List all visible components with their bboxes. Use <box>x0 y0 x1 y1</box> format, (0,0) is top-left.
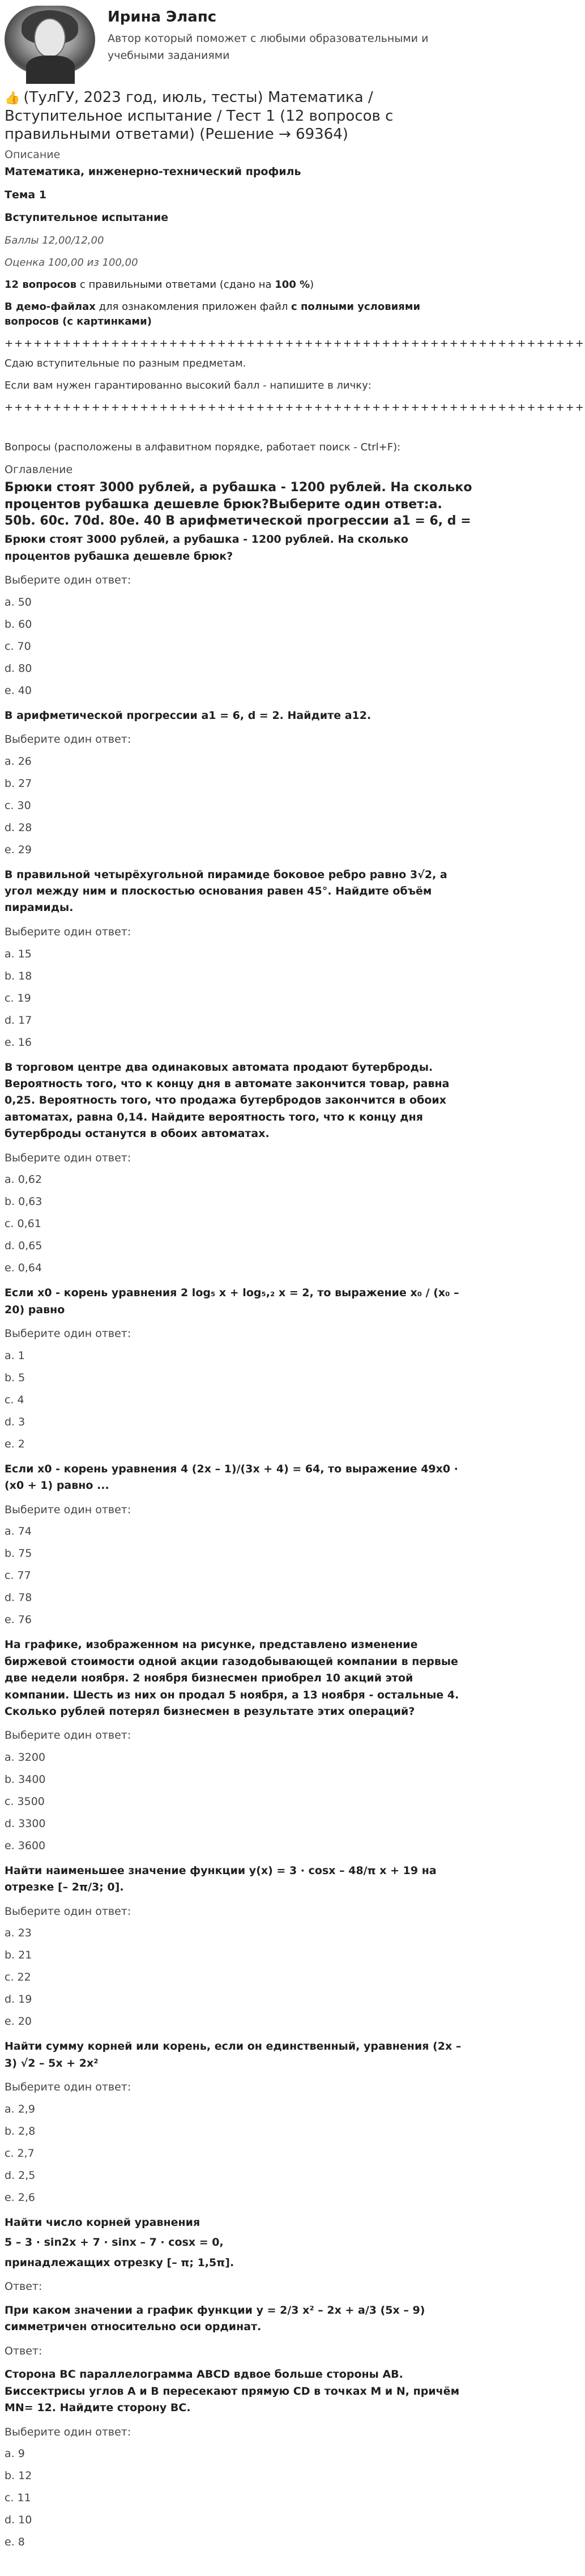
demo-full-conditions: с полными условиями вопросов (с картинками) <box>5 301 421 327</box>
answer-label: Ответ: <box>5 2344 42 2357</box>
answer-option[interactable]: c. 19 <box>5 991 31 1004</box>
answer-option[interactable]: b. 60 <box>5 618 32 631</box>
answer-prompt: Выберите один ответ: <box>5 1905 131 1918</box>
answer-option[interactable]: d. 19 <box>5 1993 32 2006</box>
page-title-text: (ТулГУ, 2023 год, июль, тесты) Математика / Вступительное испытание / Тест 1 (12 вопросов с правильными ответами) (Решение → 69364) <box>5 89 394 143</box>
question-text: При каком значении a график функции y = 2/3 x² – 2x + a/3 (5x – 9) симметричен относительно оси ординат. <box>5 2304 425 2334</box>
answer-option[interactable]: b. 3400 <box>5 1773 46 1786</box>
answer-option[interactable]: a. 74 <box>5 1525 32 1538</box>
answer-prompt: Выберите один ответ: <box>5 573 131 586</box>
answer-option[interactable]: c. 30 <box>5 799 31 812</box>
question-1 <box>5 531 475 705</box>
author-name[interactable]: Ирина Элапс <box>108 8 217 25</box>
separator-top: ++++++++++++++++++++++++++++++++++++++++++++++++++++++++++++ <box>5 337 585 350</box>
answer-option[interactable]: d. 80 <box>5 662 32 675</box>
answer-option[interactable]: c. 70 <box>5 640 31 653</box>
question-7 <box>5 1637 475 1860</box>
question-4 <box>5 1059 475 1283</box>
answer-option[interactable]: e. 3600 <box>5 1840 46 1852</box>
answer-option[interactable]: b. 18 <box>5 969 32 982</box>
author-card <box>5 6 475 74</box>
separator-bottom: ++++++++++++++++++++++++++++++++++++++++++++++++++++++++++++ <box>5 402 585 414</box>
demo-middle: для ознакомления приложен файл <box>95 301 292 313</box>
toc-label: Оглавление <box>5 463 73 476</box>
answer-option[interactable]: b. 75 <box>5 1547 32 1560</box>
question-text: Сторона BC параллелограмма ABCD вдвое больше стороны AB. Биссектрисы углов A и B пересекают прямую CD в точках M и N, причём MN= 12. Найдите сторону BC. <box>5 2368 460 2415</box>
answer-option[interactable]: b. 21 <box>5 1949 32 1962</box>
answer-option[interactable]: e. 29 <box>5 843 32 856</box>
avatar-body <box>26 56 75 84</box>
answer-option[interactable]: d. 0,65 <box>5 1240 42 1253</box>
exam-line: Вступительное испытание <box>5 211 169 224</box>
question-10 <box>5 2215 475 2294</box>
answer-option[interactable]: a. 0,62 <box>5 1173 42 1186</box>
answer-option[interactable]: e. 2 <box>5 1437 25 1450</box>
answer-option[interactable]: b. 12 <box>5 2469 32 2483</box>
question-6 <box>5 1461 475 1634</box>
avatar-face <box>34 18 66 58</box>
answer-option[interactable]: c. 4 <box>5 1393 24 1406</box>
demo-line <box>5 300 475 328</box>
answer-option[interactable]: a. 50 <box>5 595 32 608</box>
avatar[interactable] <box>5 6 95 74</box>
answer-prompt: Выберите один ответ: <box>5 1327 131 1340</box>
answer-prompt: Выберите один ответ: <box>5 2081 131 2094</box>
answer-option[interactable]: d. 10 <box>5 2514 32 2527</box>
question-text: Найти сумму корней или корень, если он единственный, уравнения (2x – 3) √2 – 5x + 2x² <box>5 2040 462 2070</box>
answer-option[interactable]: e. 76 <box>5 1613 32 1627</box>
author-description: Автор который поможет с любыми образовательными и учебными заданиями <box>108 32 429 62</box>
answer-option[interactable]: b. 27 <box>5 777 32 790</box>
answer-option[interactable]: b. 0,63 <box>5 1195 42 1208</box>
author-info <box>95 6 447 64</box>
answer-option[interactable]: d. 78 <box>5 1591 32 1604</box>
note-line: Если вам нужен гарантированно высокий балл - напишите в личку: <box>5 380 372 392</box>
question-text: Брюки стоят 3000 рублей, а рубашка - 1200 рублей. На сколько процентов рубашка дешевле брюк? <box>5 533 408 563</box>
answer-prompt: Выберите один ответ: <box>5 925 131 938</box>
answer-option[interactable]: e. 2,6 <box>5 2191 35 2204</box>
answer-option[interactable]: a. 2,9 <box>5 2102 35 2115</box>
summary-line <box>5 278 475 292</box>
question-3 <box>5 867 475 1057</box>
answer-option[interactable]: b. 2,8 <box>5 2124 36 2138</box>
answer-option[interactable]: a. 3200 <box>5 1751 46 1764</box>
answer-option[interactable]: d. 28 <box>5 821 32 834</box>
question-text: В торговом центре два одинаковых автомата продают бутерброды. Вероятность того, что к концу дня в автомате закончится товар, равна 0,25. Вероятность того, что продажа бутербродов закончится в обоих автоматах, равна 0,14. Найдите вероятность того, что к концу дня бутерброды останутся в обоих автоматах. <box>5 1061 450 1140</box>
answer-option[interactable]: e. 16 <box>5 1036 32 1049</box>
answer-option[interactable]: d. 3 <box>5 1415 25 1428</box>
question-text: На графике, изображенном на рисунке, представлено изменение биржевой стоимости одной акции газодобывающей компании в первые две недели ноября. 2 ноября бизнесмен приобрел 10 акций этой компании. Шесть из них он продал 5 ноября, а 13 ноября - остальные 4. Сколько рублей потерял бизнесмен в результате этих операций? <box>5 1638 459 1718</box>
answer-option[interactable]: d. 3300 <box>5 1817 46 1830</box>
summary-count: 12 вопросов <box>5 279 77 291</box>
answer-label: Ответ: <box>5 2280 42 2293</box>
question-11 <box>5 2302 475 2358</box>
answer-prompt: Выберите один ответ: <box>5 2425 131 2438</box>
answer-option[interactable]: e. 0,64 <box>5 1262 42 1275</box>
answer-option[interactable]: d. 2,5 <box>5 2169 36 2182</box>
question-8 <box>5 1863 475 2036</box>
summary-percent: 100 % <box>275 279 310 291</box>
answer-option[interactable]: e. 20 <box>5 2015 32 2028</box>
answer-option[interactable]: c. 3500 <box>5 1795 45 1808</box>
answer-option[interactable]: a. 9 <box>5 2447 25 2460</box>
answer-option[interactable]: a. 15 <box>5 947 32 960</box>
answer-option[interactable]: c. 77 <box>5 1569 31 1582</box>
answer-option[interactable]: d. 17 <box>5 1014 32 1027</box>
answer-option[interactable]: a. 26 <box>5 755 32 768</box>
question-text: Если x0 - корень уравнения 2 log₅ x + log₅,₂ x = 2, то выражение x₀ / (x₀ – 20) равно <box>5 1287 459 1316</box>
question-text: Найти число корней уравнения <box>5 2216 200 2229</box>
question-text: Если x0 - корень уравнения 4 (2x – 1)/(3x + 4) = 64, то выражение 49x0 · (x0 + 1) равно ... <box>5 1462 458 1492</box>
answer-option[interactable]: a. 1 <box>5 1349 25 1362</box>
note-line: Сдаю вступительные по разным предметам. <box>5 357 246 369</box>
answer-option[interactable]: c. 22 <box>5 1971 31 1984</box>
grade-line: Оценка 100,00 из 100,00 <box>5 257 138 269</box>
points-line: Баллы 12,00/12,00 <box>5 234 104 246</box>
summary-close: ) <box>310 279 314 291</box>
question-5 <box>5 1285 475 1458</box>
questions-intro: Вопросы (расположены в алфавитном порядке, работает поиск - Ctrl+F): <box>5 441 401 453</box>
description-label: Описание <box>5 148 61 161</box>
thumbs-up-icon: 👍 <box>5 91 20 105</box>
answer-option[interactable]: a. 23 <box>5 1927 32 1940</box>
question-text: В арифметической прогрессии a1 = 6, d = 2. Найдите a12. <box>5 709 372 722</box>
answer-option[interactable]: e. 40 <box>5 684 32 697</box>
summary-rest: с правильными ответами (сдано на <box>76 279 275 291</box>
question-9 <box>5 2038 475 2212</box>
answer-option[interactable]: c. 11 <box>5 2492 31 2505</box>
toc-text[interactable]: Брюки стоят 3000 рублей, а рубашка - 1200 рублей. На сколько процентов рубашка дешевле брюк?Выберите один ответ:a. 50b. 60c. 70d. 80e. 40 В арифметической прогрессии a1 = 6, d = <box>5 480 472 528</box>
question-text: 5 – 3 · sin2x + 7 · sinx – 7 · cosx = 0, <box>5 2236 224 2249</box>
profile-line: Математика, инженерно-технический профиль <box>5 165 301 178</box>
question-text: Найти наименьшее значение функции y(x) = 3 · cosx – 48/π x + 19 на отрезке [– 2π/3; 0]. <box>5 1864 437 1894</box>
demo-files: В демо-файлах <box>5 301 96 313</box>
question-2 <box>5 708 475 865</box>
topic-line: Тема 1 <box>5 188 47 201</box>
answer-option[interactable]: b. 5 <box>5 1371 25 1384</box>
answer-prompt: Выберите один ответ: <box>5 1503 131 1516</box>
answer-option[interactable]: e. 8 <box>5 2536 25 2549</box>
question-text: принадлежащих отрезку [– π; 1,5π]. <box>5 2256 234 2269</box>
page-title <box>5 88 475 144</box>
question-text: В правильной четырёхугольной пирамиде боковое ребро равно 3√2, а угол между ним и плоскостью основания равен 45°. Найдите объём пирамиды. <box>5 868 447 914</box>
answer-option[interactable]: c. 0,61 <box>5 1217 41 1230</box>
answer-prompt: Выберите один ответ: <box>5 1729 131 1742</box>
question-12 <box>5 2366 475 2557</box>
answer-prompt: Выберите один ответ: <box>5 1151 131 1164</box>
questions-list <box>5 531 475 2212</box>
answer-prompt: Выберите один ответ: <box>5 733 131 746</box>
answer-option[interactable]: c. 2,7 <box>5 2147 35 2160</box>
